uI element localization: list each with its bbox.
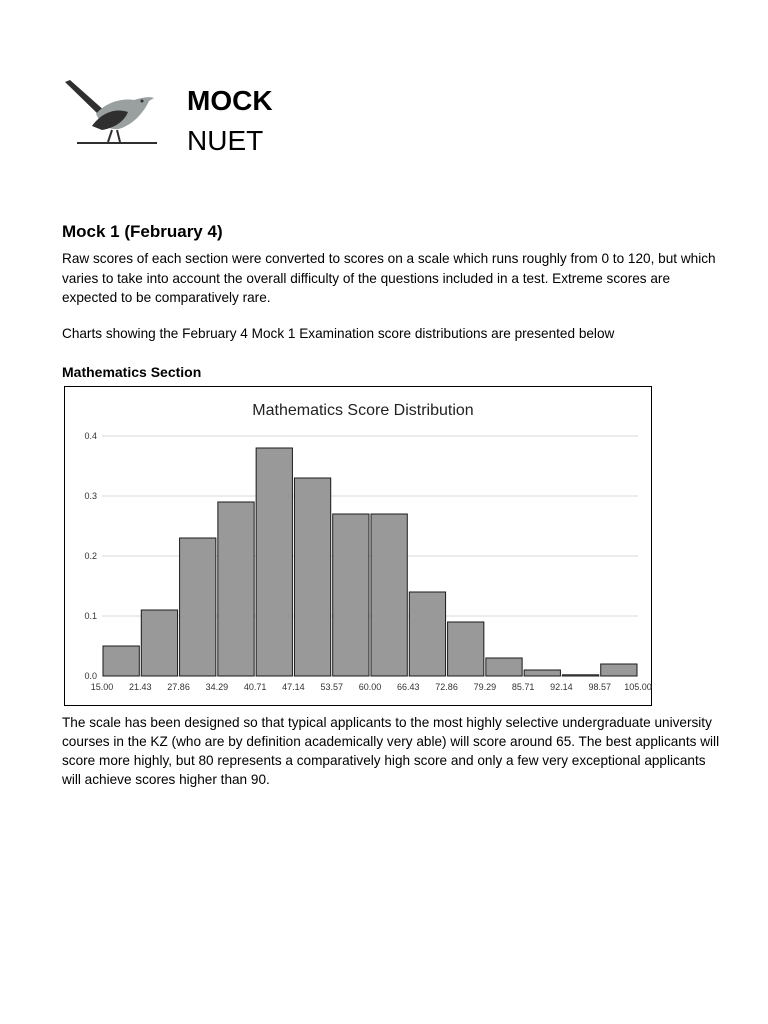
histogram-bar xyxy=(294,478,330,676)
histogram-bar xyxy=(371,514,407,676)
x-tick-label: 34.29 xyxy=(205,682,229,692)
x-tick-label: 105.00 xyxy=(624,682,652,692)
section-title: Mock 1 (February 4) xyxy=(62,222,223,241)
histogram-bar xyxy=(524,670,560,676)
histogram-bar xyxy=(562,675,598,676)
histogram-bar xyxy=(486,658,522,676)
x-tick-label: 92.14 xyxy=(550,682,573,692)
x-tick-label: 40.71 xyxy=(243,682,267,692)
x-tick-label: 85.71 xyxy=(511,682,535,692)
math-section-heading: Mathematics Section xyxy=(62,364,202,380)
brand-title-nuet: NUET xyxy=(187,125,264,156)
x-tick-label: 66.43 xyxy=(397,682,420,692)
intro-paragraph: Raw scores of each section were converted to scores on a scale which runs roughly from 0 to 120, but which varies to take into account the overall difficulty of the questions included in a test. Extreme scores are expected to be comparatively rare. xyxy=(62,251,716,305)
x-tick-label: 72.86 xyxy=(435,682,458,692)
x-tick-label: 53.57 xyxy=(320,682,343,692)
histogram-bar xyxy=(218,502,254,676)
histogram-bar xyxy=(448,622,484,676)
y-tick-label: 0.0 xyxy=(84,671,97,681)
chart-title: Mathematics Score Distribution xyxy=(252,402,474,419)
x-tick-label: 21.43 xyxy=(129,682,152,692)
histogram-bar xyxy=(141,610,177,676)
bird-logo-icon xyxy=(62,78,162,150)
chart-canvas xyxy=(65,387,653,707)
scale-note-paragraph: The scale has been designed so that typical applicants to the most highly selective undergraduate university courses in the KZ (who are by definition academically very able) will score around 65. The best applicants will score more highly, but 80 represents a comparatively high score and only a few very exceptional applicants will achieve scores higher than 90. xyxy=(62,715,720,787)
histogram-bar xyxy=(256,448,292,676)
x-tick-label: 79.29 xyxy=(473,682,497,692)
x-tick-label: 15.00 xyxy=(90,682,114,692)
histogram-bar xyxy=(103,646,139,676)
y-tick-label: 0.2 xyxy=(84,551,97,561)
histogram-bar xyxy=(409,592,445,676)
x-tick-label: 60.00 xyxy=(358,682,382,692)
y-tick-label: 0.4 xyxy=(84,431,97,441)
math-score-chart xyxy=(64,386,652,706)
brand-title-mock: MOCK xyxy=(187,85,273,116)
histogram-bar xyxy=(180,538,216,676)
y-tick-label: 0.1 xyxy=(84,611,97,621)
y-tick-label: 0.3 xyxy=(84,491,97,501)
histogram-bar xyxy=(601,664,637,676)
x-tick-label: 98.57 xyxy=(588,682,611,692)
charts-note-paragraph: Charts showing the February 4 Mock 1 Examination score distributions are presented below xyxy=(62,326,615,341)
histogram-bar xyxy=(333,514,369,676)
x-tick-label: 27.86 xyxy=(167,682,190,692)
x-tick-label: 47.14 xyxy=(282,682,305,692)
